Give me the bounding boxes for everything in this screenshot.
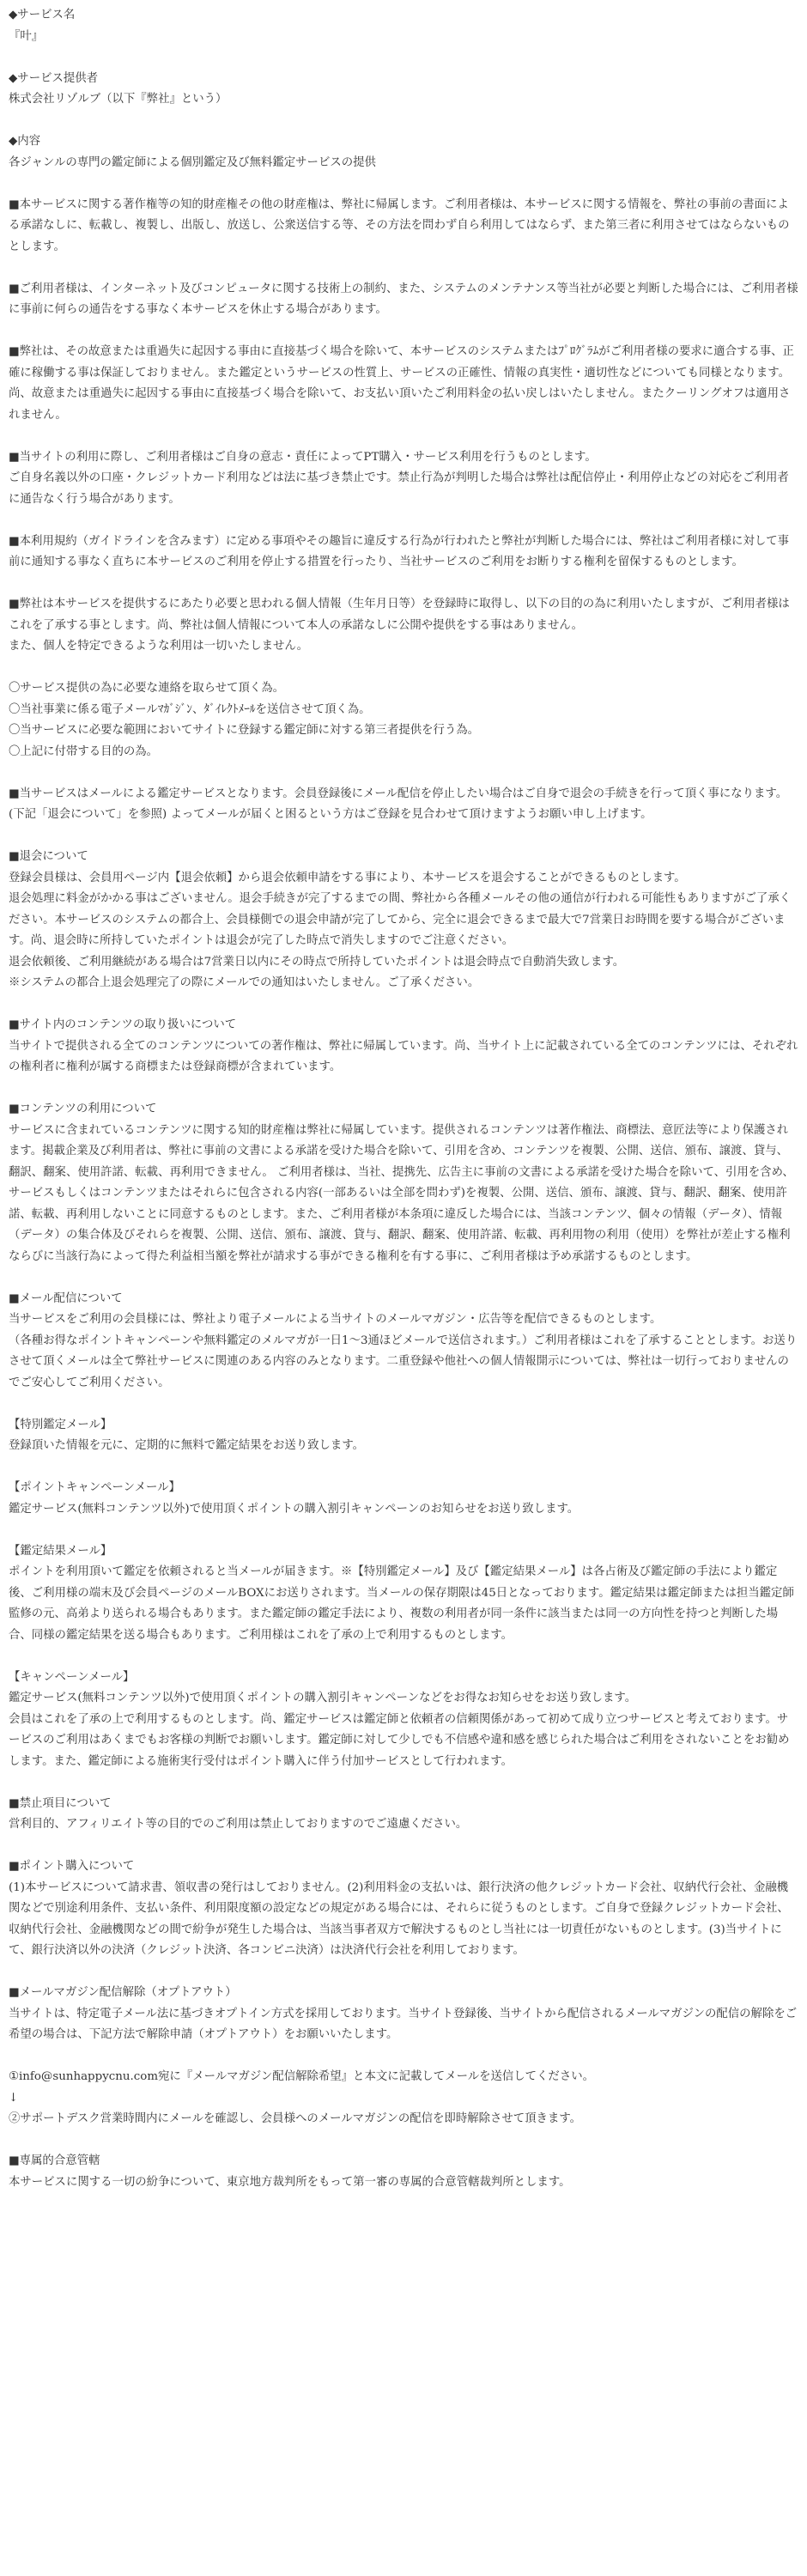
section-gap [9,321,798,343]
section-text: 〇上記に付帯する目的の為。 [9,744,159,758]
section-gap [9,1962,798,1984]
section-text: ※システムの都合上退会処理完了の際にメールでの通知はいたしません。ご了承ください。 [9,976,480,989]
section-text: 『叶』 [9,29,44,43]
section-text: また、個人を特定できるような利用は一切いたしません。 [9,640,308,653]
section-text: 退会依頼後、ご利用継続がある場合は7営業日以内にその時点で所持していたポイントは退会時点で自動消失致します。 [9,955,625,969]
section-text: 会員はこれを了承の上で利用するものとします。尚、鑑定サービスは鑑定師と依頼者の信頼関係があって初めて成り立つサービスと考えております。サービスのご利用はあくまでもお客様の判断でお願いします。鑑定師に対して少しでも不信感や違和感を感じられた場合はご利用をされないことをお勧めします。また、鑑定師による施術実行受付はポイント購入に伴う付加サービスとして行われます。 [9,1712,790,1768]
terms-section [9,1856,798,1962]
section-gap [9,258,798,279]
section-text: ②サポートデスク営業時間内にメールを確認し、会員様へのメールマガジンの配信を即時解除させて頂きます。 [9,2112,582,2125]
terms-section [9,594,798,658]
section-heading: ■専属的合意管轄 [9,2154,100,2167]
section-gap [9,994,798,1016]
section-text: 退会処理に料金がかかる事はございません。退会手続きが完了するまでの間、弊社から各種メールその他の通信が行われる可能性もありますがご了承ください。本サービスのシステムの都合上、会員様側での退会申請が完了してから、完全に退会できるまで最大で7営業日お時間を要する場合がございます。尚、退会時に所持していたポイントは退会が完了した時点で消失しますのでご注意ください。 [9,892,792,947]
section-text: 営利目的、アフィリエイト等の目的でのご利用は禁止しておりますのでご遠慮ください。 [9,1818,468,1831]
section-gap [9,826,798,848]
section-text: ご自身名義以外の口座・クレジットカード利用などは法に基づき禁止です。禁止行為が判明した場合は弊社は配信停止・利用停止などの対応をご利用者に通告なく行う場合があります。 [9,471,789,506]
terms-section [9,279,798,321]
section-heading: 【キャンペーンメール】 [9,1670,135,1684]
section-gap [9,1646,798,1668]
section-heading: ■ご利用者様は、インターネット及びコンピュータに関する技術上の制約、また、システムのメンテナンス等当社が必要と判断した場合には、ご利用者様に事前に何らの通告をする事なく本サービスを休止する場合があります。 [9,282,798,316]
terms-section [9,1541,798,1647]
section-heading: ■サイト内のコンテンツの取り扱いについて [9,1018,237,1031]
section-gap [9,1394,798,1415]
section-gap [9,1267,798,1289]
section-heading: ■弊社は本サービスを提供するにあたり必要と思われる個人情報（生年月日等）を登録時に取得し、以下の目的の為に利用いたしますが、ご利用者様はこれを了承する事とします。尚、弊社は個人情報について本人の承諾なしに公開や提供をする事はありません。 [9,598,790,632]
section-heading: ■メール配信について [9,1291,123,1305]
section-gap [9,2046,798,2068]
terms-section [9,2151,798,2193]
section-gap [9,2130,798,2152]
section-text: 鑑定サービス(無料コンテンツ以外)で使用頂くポイントの購入割引キャンペーンのお知らせをお送り致します。 [9,1502,579,1516]
section-gap [9,574,798,595]
section-gap [9,426,798,447]
section-text: ↓ [9,2091,19,2105]
terms-section [9,69,798,111]
section-text: （各種お得なポイントキャンペーンや無料鑑定のメルマガが一日1～3通ほどメールで送信されます。）ご利用者様はこれを了承することとします。お送りさせて頂くメールは全て弊社サービスに関連のある内容のみとなります。二重登録や他社への個人情報開示については、弊社は一切行っておりませんのでご安心してご利用ください。 [9,1334,798,1389]
section-heading: ■当サイトの利用に際し、ご利用者様はご自身の意志・責任によってPT購入・サービス利用を行うものとします。 [9,450,597,464]
terms-section [9,1794,798,1836]
section-text: 株式会社リゾルブ（以下『弊社』という） [9,93,228,106]
terms-section [9,532,798,574]
section-text: 各ジャンルの専門の鑑定師による個別鑑定及び無料鑑定サービスの提供 [9,155,376,169]
section-heading: ■禁止項目について [9,1796,112,1810]
section-gap [9,1520,798,1541]
section-gap [9,1772,798,1794]
section-heading: ■メールマガジン配信解除（オプトアウト） [9,1986,237,1999]
terms-section [9,1289,798,1394]
section-text: 登録会員様は、会員用ページ内【退会依頼】から退会依頼申請をする事により、本サービスを退会することができるものとします。 [9,871,686,884]
section-heading: ■本利用規約（ガイドラインを含みます）に定める事項やその趣旨に違反する行為が行われたと弊社が判断した場合には、弊社はご利用者様に対して事前に通知する事なく直ちに本サービスのご利用を停止する措置を行ったり、当社サービスのご利用をお断りする権利を留保するものとします。 [9,534,790,568]
terms-section [9,131,798,173]
section-heading: ■ポイント購入について [9,1860,135,1873]
terms-section [9,1668,798,1773]
section-text: 〇当社事業に係る電子メールﾏｶﾞｼﾞﾝ、ﾀﾞｲﾚｸﾄﾒｰﾙを送信させて頂く為。 [9,702,371,716]
section-heading: ◆サービス提供者 [9,71,99,85]
section-gap [9,173,798,195]
section-gap [9,1836,798,1857]
section-text: 当サービスをご利用の会員様には、弊社より電子メールによる当サイトのメールマガジン・広告等を配信できるものとします。 [9,1313,662,1326]
section-gap [9,1078,798,1100]
section-heading: ■本サービスに関する著作権等の知的財産権その他の財産権は、弊社に帰属します。ご利用者様は、本サービスに関する情報を、弊社の事前の書面による承諾なしに、転載し、複製し、出版し、放送し、公衆送信する等、その方法を問わず自ら利用してはならず、また第三者に利用させてはならないものとします。 [9,197,790,253]
section-heading: ①info@sunhappycnu.com宛に『メールマガジン配信解除希望』と本文に記載してメールを送信してください。 [9,2070,594,2083]
section-text: ポイントを利用頂いて鑑定を依頼されると当メールが届きます。※【特別鑑定メール】及び【鑑定結果メール】は各占術及び鑑定師の手法により鑑定後、ご利用様の端末及び会員ページのメールBOXにお送りされます。当メールの保存期限は45日となっております。鑑定結果は鑑定師または担当鑑定師監修の元、高弟より送られる場合もあります。また鑑定師の鑑定手法により、複数の利用者が同一条件に該当または同一の方向性を持つと判断した場合、同様の鑑定結果を送る場合もあります。ご利用様はこれを了承の上で利用するものとします。 [9,1565,794,1642]
terms-section [9,1983,798,2046]
terms-section [9,195,798,258]
section-text: 当サイトは、特定電子メール法に基づきオプトイン方式を採用しております。当サイト登録後、当サイトから配信されるメールマガジンの配信の解除をご希望の場合は、下記方法で解除申請（オプトアウト）をお願いいたします。 [9,2007,798,2041]
terms-document [9,0,798,2193]
section-gap [9,47,798,69]
section-gap [9,658,798,679]
section-heading: ◆内容 [9,135,41,148]
section-text: (1)本サービスについて請求書、領収書の発行はしておりません。(2)利用料金の支払いは、銀行決済の他クレジットカード会社、収納代行会社、金融機関などで別途利用条件、支払い条件、利用限度額の設定などの規定がある場合には、それらに従うものとします。ご自身で登録クレジットカード会社、収納代行会社、金融機関などの間で紛争が発生した場合は、当該当事者双方で解決するものとし当社には一切責任がないものとします。(3)当サイトにて、銀行決済以外の決済（クレジット決済、各コンビニ決済）は決済代行会社を利用しております。 [9,1880,789,1957]
section-gap [9,762,798,784]
section-heading: ■弊社は、その故意または重過失に起因する事由に直接基づく場合を除いて、本サービスのシステムまたはﾌﾟﾛｸﾞﾗﾑがご利用者様の要求に適合する事、正確に稼働する事は保証しておりません。また鑑定というサービスの性質上、サービスの正確性、情報の真実性・適切性などについても同様となります。尚、故意または重過失に起因する事由に直接基づく場合を除いて、お支払い頂いたご利用料金の払い戻しはいたしません。またクーリングオフは適用されません。 [9,345,794,422]
terms-section [9,784,798,826]
terms-section [9,1015,798,1078]
section-text: サービスに含まれているコンテンツに関する知的財産権は弊社に帰属しています。提供されるコンテンツは著作権法、商標法、意匠法等により保護されます。掲載企業及び利用者は、弊社に事前の文書による承諾を受けた場合を除いて、引用を含め、コンテンツを複製、公開、送信、頒布、譲渡、貸与、翻訳、翻案、使用許諾、転載、再利用できません。 ご利用者様は、当社、提携先、広告主に事前の文書による承諾を受けた場合を除いて、引用を含め、サービスもしくはコンテンツまたはそれらに包含される内容(一部あるいは全部を問わず)を複製、公開、送信、頒布、譲渡、貸与、翻訳、翻案、使用許諾、転載、再利用しないことに同意するものとします。また、ご利用者様が本条項に違反した場合には、当該コンテンツ、個々の情報（データ）、情報（データ）の集合体及びそれらを複製、公開、送信、頒布、譲渡、貸与、翻訳、翻案、使用許諾、転載、再利用物の利用（使用）を弊社が差止する権利ならびに当該行為によって得た利益相当額を弊社が請求する事ができる権利を有する事に、ご利用者様は予め承諾するものとします。 [9,1123,794,1263]
terms-section [9,447,798,511]
terms-section [9,2067,798,2130]
section-text: 鑑定サービス(無料コンテンツ以外)で使用頂くポイントの購入割引キャンペーンなどをお得なお知らせをお送り致します。 [9,1692,637,1704]
section-gap [9,111,798,132]
section-heading: 【特別鑑定メール】 [9,1418,112,1431]
section-heading: ■当サービスはメールによる鑑定サービスとなります。会員登録後にメール配信を停止したい場合はご自身で退会の手続きを行って頂く事になります。(下記「退会について」を参照) よってメールが届くと困るという方はご登録を見合わせて頂けますようお願い申し上げます。 [9,787,788,821]
section-gap [9,1457,798,1479]
section-heading: ◆サービス名 [9,9,76,21]
section-heading: ■コンテンツの利用について [9,1103,157,1115]
section-text: 当サイトで提供される全てのコンテンツについての著作権は、弊社に帰属しています。尚、当サイト上に記載されている全てのコンテンツには、それぞれの権利者に権利が属する商標または登録商標が含まれています。 [9,1039,798,1073]
terms-section [9,1415,798,1457]
section-heading: 【鑑定結果メール】 [9,1544,112,1558]
terms-section [9,1478,798,1520]
terms-section [9,342,798,426]
terms-section [9,5,798,47]
section-heading: 【ポイントキャンペーンメール】 [9,1481,180,1494]
section-text: 本サービスに関する一切の紛争について、東京地方裁判所をもって第一審の専属的合意管轄裁判所とします。 [9,2175,571,2189]
terms-section [9,1099,798,1267]
terms-section [9,678,798,762]
section-text: 〇当サービスに必要な範囲においてサイトに登録する鑑定師に対する第三者提供を行う為。 [9,724,480,737]
section-text: 登録頂いた情報を元に、定期的に無料で鑑定結果をお送り致します。 [9,1439,365,1452]
section-heading: ■退会について [9,850,88,863]
section-heading: 〇サービス提供の為に必要な連絡を取らせて頂く為。 [9,682,284,695]
section-gap [9,510,798,532]
terms-section [9,847,798,994]
